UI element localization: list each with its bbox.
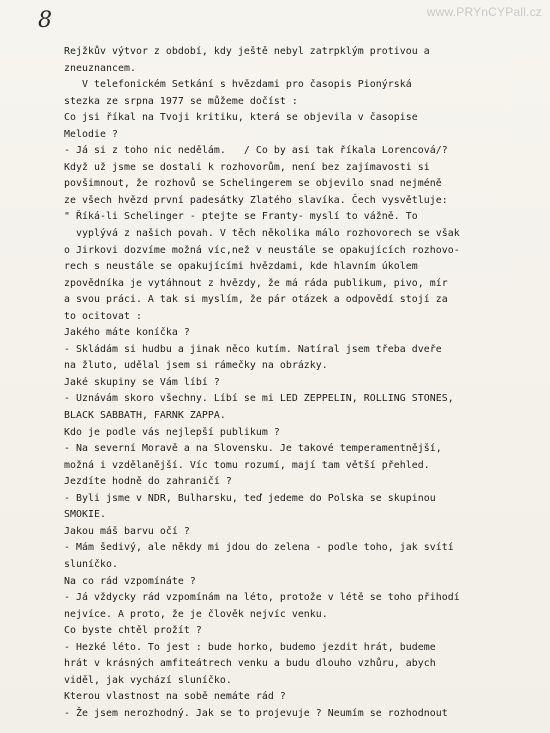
text-line: vyplývá z našich povah. V těch několika málo rozhovorech se však <box>64 228 460 240</box>
watermark: www.PRYnCYPall.cz <box>426 5 542 19</box>
text-line: povšimnout, že rozhovů se Schelingerem se objevilo snad nejméně <box>64 178 442 190</box>
text-line: Melodie ? <box>64 128 118 140</box>
text-line: BLACK SABBATH, FARNK ZAPPA. <box>64 410 226 422</box>
text-line: - Skládám si hudbu a jinak něco kutím. Natíral jsem třeba dveře <box>64 343 442 355</box>
text-line: sluníčko. <box>64 558 118 570</box>
text-line: Jakou máš barvu očí ? <box>64 525 190 537</box>
text-line: - Hezké léto. To jest : bude horko, budemo jezdit hrát, budeme <box>64 641 436 653</box>
text-line: Co byste chtěl prožít ? <box>64 625 202 637</box>
text-line: zpovědníka je vytáhnout z hvězdy, že má ráda publikum, pivo, mír <box>64 277 448 289</box>
text-line: Jakého máte koníčka ? <box>64 327 190 339</box>
text-line: Co jsi říkal na Tvoji kritiku, která se objevila v časopise <box>64 112 418 124</box>
text-line: Jaké skupiny se Vám líbí ? <box>64 376 220 388</box>
text-line: Na co rád vzpomínáte ? <box>64 575 196 587</box>
text-line: Jezdíte hodně do zahraničí ? <box>64 476 232 488</box>
text-line: - Já si z toho nic nedělám. / Co by asi tak říkala Lorencová/? <box>64 145 448 157</box>
text-line: - Uznávám skoro všechny. Líbí se mi LED ZEPPELIN, ROLLING STONES, <box>64 393 454 405</box>
text-line: - Že jsem nerozhodný. Jak se to projevuje ? Neumím se rozhodnout <box>64 707 448 719</box>
text-line: " Říká-li Schelinger - ptejte se Franty- myslí to vážně. To <box>64 211 418 223</box>
text-line: na žluto, udělal jsem si rámečky na obrázky. <box>64 360 328 372</box>
text-line: V telefonickém Setkání s hvězdami pro časopis Pionýrská <box>64 79 412 91</box>
text-line: - Na severní Moravě a na Slovensku. Je takové temperamentnější, <box>64 443 442 455</box>
text-line: Rejžkův výtvor z období, kdy ještě nebyl zatrpklým protivou a <box>64 46 430 57</box>
text-line: a svou práci. A tak si myslím, že pár otázek a odpovědí stojí za <box>64 294 448 306</box>
text-line: - Mám šedivý, ale někdy mi jdou do zelena - podle toho, jak svítí <box>64 542 454 554</box>
text-line: rech s neustále se opakujícími hvězdami, kde hlavním úkolem <box>64 261 418 273</box>
text-line: - Já vždycky rád vzpomínám na léto, protože v létě se toho přihodí <box>64 592 460 604</box>
text-line: - Byli jsme v NDR, Bulharsku, teď jedeme do Polska se skupinou <box>64 492 436 504</box>
text-line: Když už jsme se dostali k rozhovorům, není bez zajímavosti si <box>64 161 430 173</box>
typewritten-text-body <box>64 44 544 722</box>
text-line: SMOKIE. <box>64 509 106 521</box>
text-line: viděl, jak vychází sluníčko. <box>64 674 232 686</box>
text-line: nejvíce. A proto, že je člověk nejvíc venku. <box>64 608 328 620</box>
text-line: Kdo je podle vás nejlepší publikum ? <box>64 426 280 438</box>
text-line: hrát v krásných amfiteátrech venku a budu dlouho vzhůru, abych <box>64 658 436 670</box>
text-line: stezka ze srpna 1977 se můžeme dočíst : <box>64 95 298 107</box>
text-line: zneuznancem. <box>64 62 136 74</box>
text-line: o Jirkovi dozvíme možná víc,než v neustále se opakujících rozhovo- <box>64 244 460 256</box>
text-line: ze všech hvězd první padesátky Zlatého slavíka. Čech vysvětluje: <box>64 194 448 206</box>
text-line: to ocitovat : <box>64 310 142 322</box>
page-number: 8 <box>38 8 52 33</box>
text-line: Kterou vlastnost na sobě nemáte rád ? <box>64 691 286 703</box>
text-line: možná i vzdělanější. Víc tomu rozumí, mají tam větší přehled. <box>64 459 430 471</box>
